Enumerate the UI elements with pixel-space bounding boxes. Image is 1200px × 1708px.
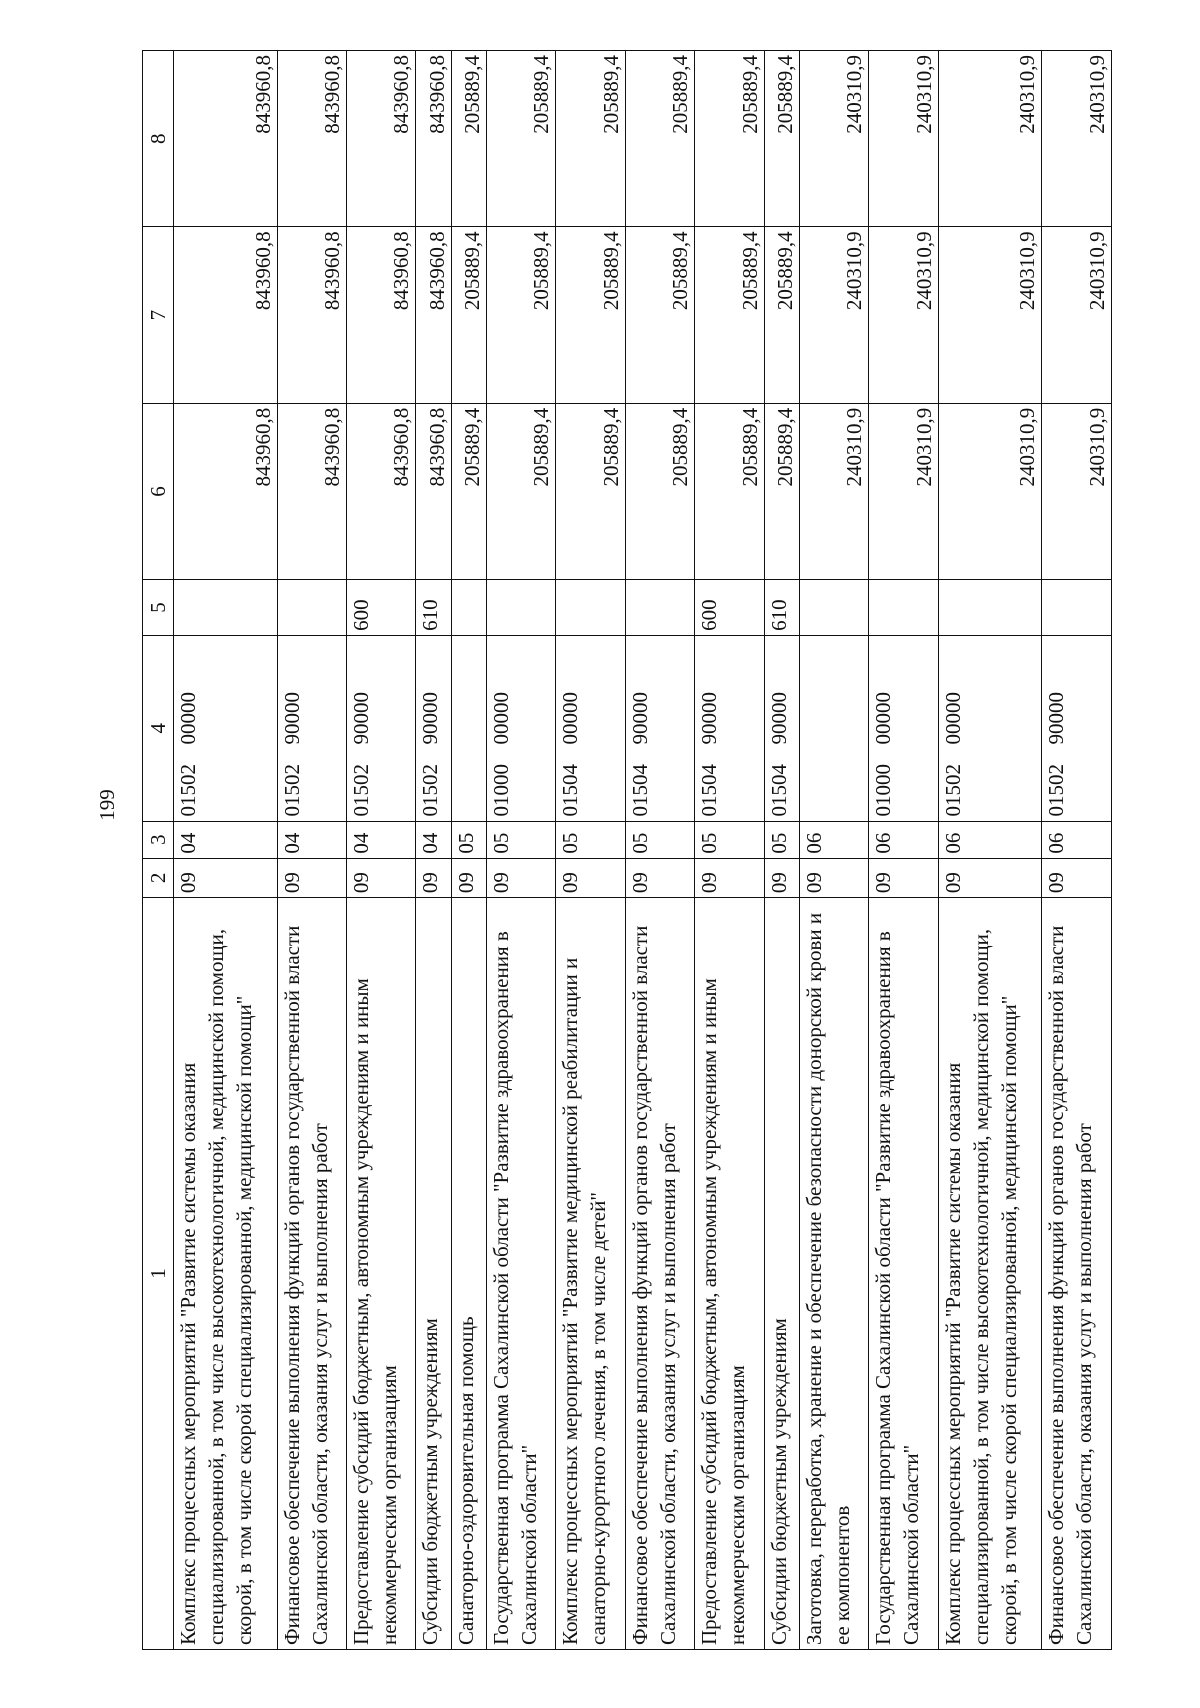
table-row — [1042, 51, 1112, 1650]
target-code-cell — [416, 635, 451, 821]
header-cell: 1 — [143, 898, 174, 1650]
amount-2026-cell: 205889,4 — [625, 51, 694, 227]
section-code-cell: 05 — [695, 821, 764, 858]
page-number: 199 — [95, 789, 119, 821]
ministry-code-cell: 09 — [277, 858, 346, 897]
target-direction-code: 90000 — [766, 692, 791, 745]
table-header-row — [143, 51, 174, 1650]
target-program-code: 01504 — [558, 764, 583, 817]
section-code-cell: 04 — [174, 821, 278, 858]
expense-type-cell — [938, 580, 1042, 636]
target-program-code: 01000 — [489, 764, 513, 817]
row-name-cell: Субсидии бюджетным учреждениям — [764, 898, 799, 1650]
ministry-code-cell: 09 — [764, 858, 799, 897]
amount-2026-cell: 843960,8 — [416, 51, 451, 227]
section-code-cell: 04 — [416, 821, 451, 858]
table-row — [416, 51, 451, 1650]
row-name-cell: Предоставление субсидий бюджетным, автономным учреждениям и иным некоммерческим организациям — [346, 898, 415, 1650]
target-direction-code: 90000 — [627, 692, 652, 745]
amount-2024-cell: 240310,9 — [938, 403, 1042, 579]
table-row — [277, 51, 346, 1650]
section-code-cell: 04 — [277, 821, 346, 858]
target-code-cell — [277, 635, 346, 821]
target-code-cell — [869, 635, 938, 821]
amount-2024-cell: 240310,9 — [1042, 403, 1112, 579]
row-name-cell: Государственная программа Сахалинской области "Развитие здравоохранения в Сахалинской области" — [869, 898, 938, 1650]
ministry-code-cell: 09 — [938, 858, 1042, 897]
target-code-cell — [695, 635, 764, 821]
amount-2024-cell: 205889,4 — [556, 403, 625, 579]
header-cell: 2 — [143, 858, 174, 897]
amount-2025-cell: 205889,4 — [695, 227, 764, 403]
amount-2024-cell: 240310,9 — [800, 403, 869, 579]
amount-2026-cell: 205889,4 — [451, 51, 486, 227]
table-row — [556, 51, 625, 1650]
table-row — [625, 51, 694, 1650]
section-code-cell: 06 — [1042, 821, 1112, 858]
section-code-cell: 05 — [625, 821, 694, 858]
target-direction-code: 90000 — [348, 692, 373, 745]
table-row — [346, 51, 415, 1650]
amount-2025-cell: 205889,4 — [556, 227, 625, 403]
target-code-cell — [451, 635, 486, 821]
section-code-cell: 05 — [451, 821, 486, 858]
amount-2026-cell: 240310,9 — [869, 51, 938, 227]
expense-type-cell — [1042, 580, 1112, 636]
target-direction-code: 00000 — [940, 692, 965, 745]
amount-2025-cell: 205889,4 — [764, 227, 799, 403]
section-code-cell: 05 — [556, 821, 625, 858]
expense-type-cell — [800, 580, 869, 636]
amount-2025-cell: 240310,9 — [800, 227, 869, 403]
target-code-cell — [174, 635, 278, 821]
ministry-code-cell: 09 — [556, 858, 625, 897]
row-name-cell: Комплекс процессных мероприятий "Развитие системы оказания специализированной, в том числе высокотехнологичной, медицинской помощи, скорой, в том числе скорой специализированной, медицинской помощи" — [938, 898, 1042, 1650]
ministry-code-cell: 09 — [451, 858, 486, 897]
target-direction-code: 90000 — [418, 692, 443, 745]
amount-2025-cell: 205889,4 — [487, 227, 556, 403]
row-name-cell: Комплекс процессных мероприятий "Развитие системы оказания специализированной, в том числе высокотехнологичной, медицинской помощи, скорой, в том числе скорой специализированной, медицинской помощи" — [174, 898, 278, 1650]
table-row — [869, 51, 938, 1650]
target-code-cell — [487, 635, 556, 821]
expense-type-cell: 610 — [764, 580, 799, 636]
amount-2026-cell: 843960,8 — [346, 51, 415, 227]
table-row — [800, 51, 869, 1650]
amount-2026-cell: 843960,8 — [277, 51, 346, 227]
target-program-code: 01504 — [697, 764, 722, 817]
amount-2024-cell: 240310,9 — [869, 403, 938, 579]
target-code-cell — [346, 635, 415, 821]
amount-2026-cell: 240310,9 — [938, 51, 1042, 227]
expense-type-cell — [625, 580, 694, 636]
expense-type-cell — [174, 580, 278, 636]
expense-type-cell: 610 — [416, 580, 451, 636]
ministry-code-cell: 09 — [625, 858, 694, 897]
target-program-code: 01502 — [176, 764, 200, 817]
section-code-cell: 05 — [487, 821, 556, 858]
ministry-code-cell: 09 — [174, 858, 278, 897]
row-name-cell: Предоставление субсидий бюджетным, автономным учреждениям и иным некоммерческим организациям — [695, 898, 764, 1650]
ministry-code-cell: 09 — [695, 858, 764, 897]
target-direction-code: 00000 — [558, 692, 583, 745]
amount-2026-cell: 205889,4 — [487, 51, 556, 227]
amount-2026-cell: 205889,4 — [764, 51, 799, 227]
target-code-cell — [938, 635, 1042, 821]
header-cell: 8 — [143, 51, 174, 227]
section-code-cell: 06 — [869, 821, 938, 858]
table-row — [764, 51, 799, 1650]
target-direction-code: 00000 — [489, 692, 513, 745]
target-direction-code: 90000 — [697, 692, 722, 745]
row-name-cell: Финансовое обеспечение выполнения функций органов государственной власти Сахалинской области, оказания услуг и выполнения работ — [1042, 898, 1112, 1650]
row-name-cell: Санаторно-оздоровительная помощь — [451, 898, 486, 1650]
amount-2025-cell: 843960,8 — [174, 227, 278, 403]
table-body — [174, 51, 1112, 1650]
header-cell: 7 — [143, 227, 174, 403]
section-code-cell: 04 — [346, 821, 415, 858]
row-name-cell: Заготовка, переработка, хранение и обеспечение безопасности донорской крови и ее компонентов — [800, 898, 869, 1650]
target-program-code: 01502 — [418, 764, 443, 817]
table-row — [695, 51, 764, 1650]
amount-2025-cell: 205889,4 — [625, 227, 694, 403]
section-code-cell: 05 — [764, 821, 799, 858]
expense-type-cell: 600 — [695, 580, 764, 636]
target-program-code: 01502 — [348, 764, 373, 817]
target-direction-code: 00000 — [176, 692, 200, 745]
target-program-code: 01502 — [279, 764, 304, 817]
ministry-code-cell: 09 — [487, 858, 556, 897]
amount-2025-cell: 843960,8 — [277, 227, 346, 403]
amount-2024-cell: 205889,4 — [451, 403, 486, 579]
target-code-cell — [764, 635, 799, 821]
target-program-code: 01502 — [940, 764, 965, 817]
header-cell: 5 — [143, 580, 174, 636]
row-name-cell: Финансовое обеспечение выполнения функций органов государственной власти Сахалинской области, оказания услуг и выполнения работ — [625, 898, 694, 1650]
amount-2024-cell: 843960,8 — [346, 403, 415, 579]
target-code-cell — [556, 635, 625, 821]
ministry-code-cell: 09 — [869, 858, 938, 897]
target-direction-code: 90000 — [1044, 692, 1069, 745]
expense-type-cell — [277, 580, 346, 636]
amount-2025-cell: 843960,8 — [346, 227, 415, 403]
header-cell: 6 — [143, 403, 174, 579]
section-code-cell: 06 — [938, 821, 1042, 858]
row-name-cell: Государственная программа Сахалинской области "Развитие здравоохранения в Сахалинской области" — [487, 898, 556, 1650]
table-row — [174, 51, 278, 1650]
ministry-code-cell: 09 — [416, 858, 451, 897]
expense-type-cell — [556, 580, 625, 636]
amount-2025-cell: 240310,9 — [1042, 227, 1112, 403]
ministry-code-cell: 09 — [346, 858, 415, 897]
amount-2024-cell: 205889,4 — [487, 403, 556, 579]
target-code-cell — [800, 635, 869, 821]
amount-2026-cell: 240310,9 — [1042, 51, 1112, 227]
expense-type-cell: 600 — [346, 580, 415, 636]
amount-2024-cell: 843960,8 — [174, 403, 278, 579]
expense-type-cell — [487, 580, 556, 636]
budget-table — [142, 50, 1112, 1650]
amount-2025-cell: 240310,9 — [938, 227, 1042, 403]
amount-2024-cell: 205889,4 — [625, 403, 694, 579]
row-name-cell: Финансовое обеспечение выполнения функций органов государственной власти Сахалинской области, оказания услуг и выполнения работ — [277, 898, 346, 1650]
target-program-code: 01504 — [766, 764, 791, 817]
amount-2026-cell: 240310,9 — [800, 51, 869, 227]
target-program-code: 01504 — [627, 764, 652, 817]
table-row — [938, 51, 1042, 1650]
ministry-code-cell: 09 — [800, 858, 869, 897]
amount-2025-cell: 205889,4 — [451, 227, 486, 403]
header-cell: 3 — [143, 821, 174, 858]
amount-2026-cell: 843960,8 — [174, 51, 278, 227]
target-code-cell — [1042, 635, 1112, 821]
row-name-cell: Субсидии бюджетным учреждениям — [416, 898, 451, 1650]
target-program-code: 01000 — [871, 764, 896, 817]
ministry-code-cell: 09 — [1042, 858, 1112, 897]
table-row — [487, 51, 556, 1650]
amount-2024-cell: 205889,4 — [695, 403, 764, 579]
amount-2025-cell: 843960,8 — [416, 227, 451, 403]
expense-type-cell — [869, 580, 938, 636]
amount-2024-cell: 843960,8 — [416, 403, 451, 579]
expense-type-cell — [451, 580, 486, 636]
target-direction-code: 90000 — [279, 692, 304, 745]
target-direction-code: 00000 — [871, 692, 896, 745]
amount-2024-cell: 205889,4 — [764, 403, 799, 579]
target-code-cell — [625, 635, 694, 821]
amount-2026-cell: 205889,4 — [556, 51, 625, 227]
row-name-cell: Комплекс процессных мероприятий "Развитие медицинской реабилитации и санаторно-курортного лечения, в том числе детей" — [556, 898, 625, 1650]
amount-2026-cell: 205889,4 — [695, 51, 764, 227]
table-row — [451, 51, 486, 1650]
amount-2025-cell: 240310,9 — [869, 227, 938, 403]
header-cell: 4 — [143, 635, 174, 821]
target-program-code: 01502 — [1044, 764, 1069, 817]
amount-2024-cell: 843960,8 — [277, 403, 346, 579]
section-code-cell: 06 — [800, 821, 869, 858]
